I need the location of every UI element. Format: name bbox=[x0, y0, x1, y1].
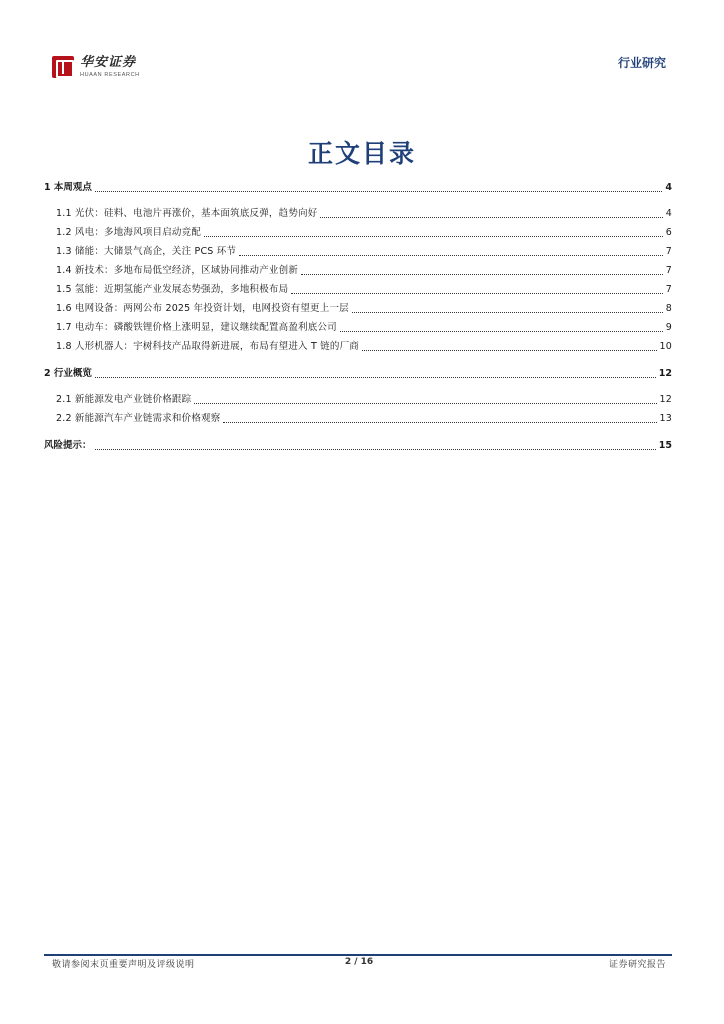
footer-report-type: 证券研究报告 bbox=[608, 960, 666, 970]
toc-entry-page: 4 bbox=[665, 182, 672, 193]
logo-english-name: HUAAN RESEARCH bbox=[80, 72, 140, 78]
toc-entry-page: 7 bbox=[665, 284, 672, 295]
toc-leader-dots bbox=[301, 274, 663, 275]
toc-entry-page: 12 bbox=[659, 394, 672, 405]
toc-leader-dots bbox=[95, 449, 656, 450]
toc-entry-2[interactable] bbox=[44, 364, 672, 380]
toc-entry-label: 1.2 风电：多地海风项目启动竞配 bbox=[56, 227, 202, 238]
toc-entry-page: 7 bbox=[665, 265, 672, 276]
toc-entry-page: 12 bbox=[658, 368, 672, 379]
toc-entry-label: 2 行业概览 bbox=[44, 368, 92, 379]
toc-entry-label: 1.4 新技术：多地布局低空经济，区域协同推动产业创新 bbox=[56, 265, 299, 276]
toc-entry-1-5[interactable] bbox=[44, 280, 672, 296]
toc-entry-label: 1.6 电网设备：两网公布 2025 年投资计划，电网投资有望更上一层 bbox=[56, 303, 349, 314]
toc-leader-dots bbox=[340, 331, 663, 332]
toc-entry-1-2[interactable] bbox=[44, 223, 672, 239]
toc-entry-label: 1 本周观点 bbox=[44, 182, 92, 193]
toc-entry-1[interactable] bbox=[44, 178, 672, 194]
footer-divider bbox=[44, 954, 672, 956]
page-footer bbox=[52, 957, 666, 971]
toc-entry-label: 1.7 电动车：磷酸铁锂价格上涨明显，建议继续配置高盈利底公司 bbox=[56, 322, 337, 333]
toc-entry-label: 1.3 储能：大储景气高企，关注 PCS 环节 bbox=[56, 246, 237, 257]
toc-entry-risk[interactable] bbox=[44, 436, 672, 452]
toc-entry-label: 2.1 新能源发电产业链价格跟踪 bbox=[56, 394, 192, 405]
toc-entry-1-3[interactable] bbox=[44, 242, 672, 258]
toc-entry-label: 风险提示： bbox=[44, 440, 92, 451]
toc-leader-dots bbox=[320, 217, 662, 218]
toc-leader-dots bbox=[204, 236, 663, 237]
toc-entry-page: 15 bbox=[658, 440, 672, 451]
toc-entry-page: 6 bbox=[665, 227, 672, 238]
page-title: 正文目录 bbox=[307, 139, 416, 168]
toc-leader-dots bbox=[95, 191, 662, 192]
toc-entry-page: 8 bbox=[665, 303, 672, 314]
logo-chinese-name: 华安证券 bbox=[80, 55, 137, 70]
toc-entry-label: 1.5 氢能：近期氢能产业发展态势强劲，多地积极布局 bbox=[56, 284, 289, 295]
toc-leader-dots bbox=[223, 422, 656, 423]
page-header bbox=[0, 0, 724, 90]
toc-entry-1-7[interactable] bbox=[44, 318, 672, 334]
toc-leader-dots bbox=[352, 312, 663, 313]
toc-entry-1-1[interactable] bbox=[44, 204, 672, 220]
company-logo bbox=[52, 56, 140, 78]
page-number: 2 / 16 bbox=[344, 957, 374, 967]
toc-leader-dots bbox=[362, 350, 657, 351]
report-category: 行业研究 bbox=[617, 56, 666, 70]
toc-leader-dots bbox=[239, 255, 663, 256]
toc-leader-dots bbox=[95, 377, 656, 378]
toc-entry-page: 13 bbox=[659, 413, 672, 424]
toc-entry-label: 1.8 人形机器人：宇树科技产品取得新进展，布局有望进入 T 链的厂商 bbox=[56, 341, 359, 352]
toc-leader-dots bbox=[194, 403, 656, 404]
toc-entry-page: 4 bbox=[665, 208, 672, 219]
toc-entry-page: 10 bbox=[659, 341, 672, 352]
toc-entry-1-8[interactable] bbox=[44, 337, 672, 353]
toc-entry-2-2[interactable] bbox=[44, 409, 672, 425]
toc-entry-1-4[interactable] bbox=[44, 261, 672, 277]
logo-seal-icon bbox=[52, 56, 74, 78]
toc-entry-page: 7 bbox=[665, 246, 672, 257]
toc-entry-2-1[interactable] bbox=[44, 390, 672, 406]
toc-entry-1-6[interactable] bbox=[44, 299, 672, 315]
toc-entry-label: 1.1 光伏：硅料、电池片再涨价，基本面筑底反弹，趋势向好 bbox=[56, 208, 318, 219]
footer-disclaimer: 敬请参阅末页重要声明及评级说明 bbox=[52, 960, 195, 970]
toc-entry-page: 9 bbox=[665, 322, 672, 333]
toc-leader-dots bbox=[291, 293, 662, 294]
toc-entry-label: 2.2 新能源汽车产业链需求和价格观察 bbox=[56, 413, 221, 424]
